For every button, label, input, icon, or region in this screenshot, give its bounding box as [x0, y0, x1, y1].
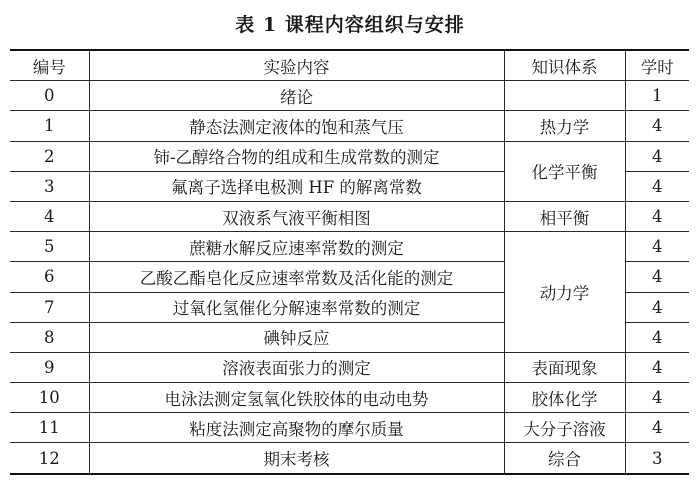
table-caption: 表 1 课程内容组织与安排 — [235, 14, 465, 36]
credit-hours: 1 — [625, 81, 689, 111]
row-number: 10 — [10, 383, 89, 413]
credit-hours: 4 — [625, 322, 689, 352]
knowledge-system: 表面现象 — [504, 352, 625, 382]
row-number: 1 — [10, 111, 89, 141]
experiment-name: 溶液表面张力的测定 — [89, 352, 504, 382]
row-number: 7 — [10, 292, 89, 322]
row-number: 12 — [10, 443, 89, 474]
table-row — [10, 111, 689, 141]
credit-hours: 4 — [625, 292, 689, 322]
experiment-name: 粘度法测定高聚物的摩尔质量 — [89, 413, 504, 443]
row-number: 11 — [10, 413, 89, 443]
knowledge-system: 相平衡 — [504, 201, 625, 231]
experiment-name: 电泳法测定氢氧化铁胶体的电动电势 — [89, 383, 504, 413]
experiment-name: 双液系气液平衡相图 — [89, 201, 504, 231]
header-experiment: 实验内容 — [89, 50, 504, 81]
row-number: 3 — [10, 171, 89, 201]
knowledge-system — [504, 81, 625, 111]
row-number: 4 — [10, 201, 89, 231]
knowledge-system: 胶体化学 — [504, 383, 625, 413]
credit-hours: 4 — [625, 201, 689, 231]
knowledge-system: 综合 — [504, 443, 625, 474]
row-number: 9 — [10, 352, 89, 382]
experiment-name: 碘钟反应 — [89, 322, 504, 352]
header-knowledge: 知识体系 — [504, 50, 625, 81]
table-row — [10, 443, 689, 474]
credit-hours: 4 — [625, 352, 689, 382]
table-row — [10, 232, 689, 262]
table-row — [10, 413, 689, 443]
row-number: 2 — [10, 141, 89, 171]
experiment-name: 铈-乙醇络合物的组成和生成常数的测定 — [89, 141, 504, 171]
knowledge-system: 大分子溶液 — [504, 413, 625, 443]
credit-hours: 3 — [625, 443, 689, 474]
experiment-name: 绪论 — [89, 81, 504, 111]
course-content-table — [10, 49, 689, 475]
table-row — [10, 201, 689, 231]
row-number: 6 — [10, 262, 89, 292]
knowledge-system: 热力学 — [504, 111, 625, 141]
knowledge-system: 动力学 — [504, 232, 625, 353]
table-row — [10, 81, 689, 111]
experiment-name: 蔗糖水解反应速率常数的测定 — [89, 232, 504, 262]
experiment-name: 期末考核 — [89, 443, 504, 474]
row-number: 8 — [10, 322, 89, 352]
header-number: 编号 — [10, 50, 89, 81]
credit-hours: 4 — [625, 232, 689, 262]
table-row — [10, 352, 689, 382]
experiment-name: 乙酸乙酯皂化反应速率常数及活化能的测定 — [89, 262, 504, 292]
experiment-name: 静态法测定液体的饱和蒸气压 — [89, 111, 504, 141]
experiment-name: 过氧化氢催化分解速率常数的测定 — [89, 292, 504, 322]
credit-hours: 4 — [625, 413, 689, 443]
row-number: 0 — [10, 81, 89, 111]
table-row — [10, 141, 689, 171]
credit-hours: 4 — [625, 141, 689, 171]
header-hours: 学时 — [625, 50, 689, 81]
experiment-name: 氟离子选择电极测 HF 的解离常数 — [89, 171, 504, 201]
credit-hours: 4 — [625, 383, 689, 413]
credit-hours: 4 — [625, 111, 689, 141]
credit-hours: 4 — [625, 262, 689, 292]
row-number: 5 — [10, 232, 89, 262]
table-row — [10, 383, 689, 413]
table-header-row — [10, 50, 689, 81]
knowledge-system: 化学平衡 — [504, 141, 625, 201]
credit-hours: 4 — [625, 171, 689, 201]
